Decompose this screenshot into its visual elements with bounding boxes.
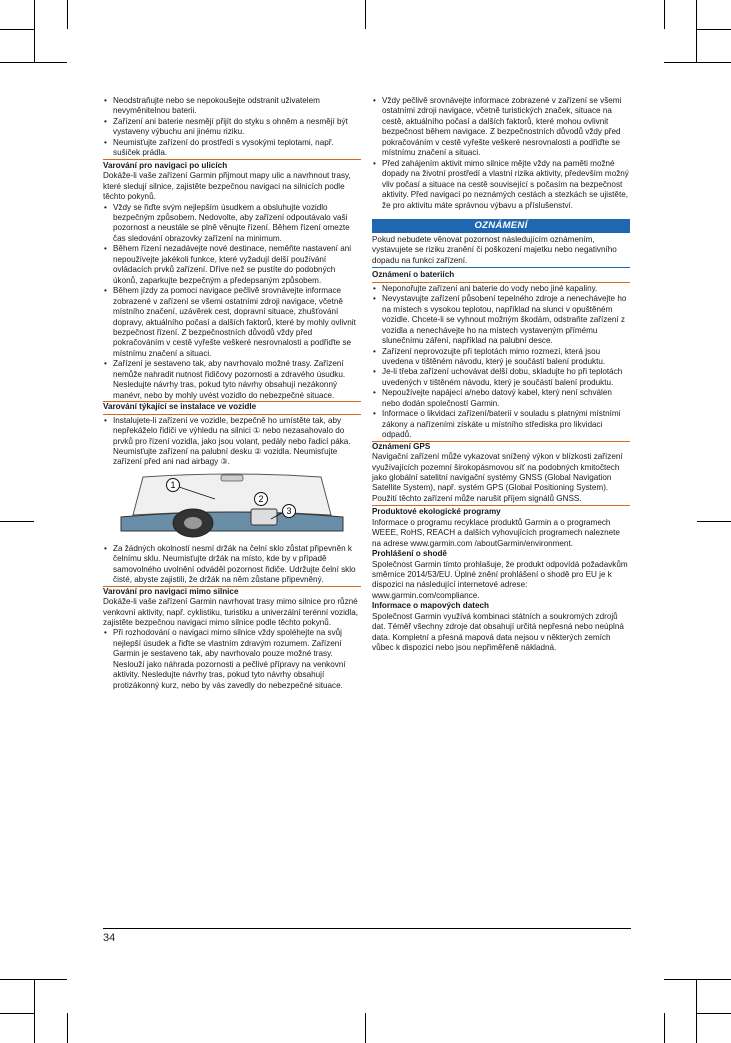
list-item: • Zařízení je sestaveno tak, aby navrhovalo možné trasy. Zařízení nemůže nahradit nutnost řidičovy pozornosti a zdravého úsudku. Nesledujte návrhy tras, pokud tyto návrhy obsahují nezákonný manévr, nebo by mohly uvést vozidlo do nebezpečné situace.	[103, 359, 361, 401]
footer-rule	[103, 928, 631, 929]
crop-mark	[34, 979, 35, 1043]
section-title-road-navigation: Varování pro navigaci po ulicích	[103, 159, 361, 171]
road-intro: Dokáže-li vaše zařízení Garmin přijmout mapy ulic a navrhnout trasy, které sledují silnice, zajistěte bezpečnou navigaci na silnicích podle těchto pokynů.	[103, 171, 351, 202]
battery-notices-list	[372, 284, 630, 441]
crop-mark	[696, 0, 697, 62]
offroad-warnings-list	[103, 628, 361, 691]
list-item: • Neponořujte zařízení ani baterie do vody nebo jiné kapaliny.	[372, 284, 630, 294]
list-item: • Neumisťujte zařízení do prostředí s vysokými teplotami, např. sušiček prádla.	[103, 138, 361, 159]
section-title-battery-notices: Oznámení o bateriích	[372, 270, 630, 282]
notice-banner: OZNÁMENÍ	[372, 219, 630, 233]
gps-text: Navigační zařízení může vykazovat snížený výkon v blízkosti zařízení využívajících pozemní širokopásmovou síť na podobných kmitočtech jako globální satelitní navigační systémy GNSS (Global Navigation Satellite System), např. systém GPS (Global Positioning System). Použití těchto zařízení může narušit příjem signálů GNSS.	[372, 452, 630, 506]
crop-mark	[664, 1013, 665, 1043]
list-item: • Nevystavujte zařízení působení tepelného zdroje a nenechávejte ho na místech s vysokou teplotou, například na slunci v opuštěném vozidle. Chcete-li se vyhnout možným škodám, odstraňte zařízení z vozidla a nenechávejte ho na místech vystaveným přímému slunečnímu záření, například na palubní desce.	[372, 294, 630, 346]
list-item: • Nepoužívejte napájecí a/nebo datový kabel, který není schválen nebo dodán společností Garmin.	[372, 388, 630, 409]
list-item: • Informace o likvidaci zařízení/baterií v souladu s platnými místními zákony a nařízeními získáte u místního střediska pro likvidaci odpadů.	[372, 409, 630, 440]
mapdata-text: Společnost Garmin využívá kombinaci státních a soukromých zdrojů dat. Téměř všechny zdroje dat obsahují určitá nepřesná nebo neúplná data. Kompletní a přesná mapová data nejsou v některých zemích vůbec k dispozici nebo jsou nepřiměřeně nákladná.	[372, 611, 624, 653]
crop-mark	[67, 1013, 68, 1043]
section-title-gps-notice: Oznámení GPS	[372, 441, 630, 452]
list-item: • Neodstraňujte nebo se nepokoušejte odstranit uživatelem nevyměnitelnou baterii.	[103, 96, 361, 117]
conformity-text: Společnost Garmin tímto prohlašuje, že produkt odpovídá požadavkům směrnice 2014/53/EU. Úplné znění prohlášení o shodě pro EU je k dispozici na následující internetové adrese: www.garmin.com/compliance.	[372, 559, 628, 600]
crop-mark	[0, 1013, 34, 1014]
crop-mark	[67, 0, 68, 29]
crop-mark	[0, 521, 34, 522]
diagram-label-3: 3	[286, 505, 292, 516]
windshield-diagram-illustration	[103, 471, 361, 541]
list-item: • Při rozhodování o navigaci mimo silnice vždy spoléhejte na svůj nejlepší úsudek a řiďte se vlastním zdravým rozumem. Zařízení Garmin je sestaveno tak, aby navrhovalo pouze možné trasy. Neslouží jako náhrada pozornosti a pečlivé přípravy na venkovní aktivity. Nesledujte návrhy tras, pokud tyto návrhy obsahují protizákonný kurz, nebo by vás zavedly do nebezpečné situace.	[103, 628, 361, 691]
crop-mark	[697, 29, 731, 30]
list-item: • Instalujete-li zařízení ve vozidle, bezpečně ho umístěte tak, aby nepřekáželo řidiči ve výhledu na silnici ① nebo nezasahovalo do prvků pro řízení vozidla, jako jsou volant, pedály nebo řadicí páka. Neumisťujte zařízení na palubní desku ② vozidla. Neumisťujte zařízení před ani nad airbagy ③.	[103, 416, 361, 468]
notice-text: Pokud nebudete věnovat pozornost následujícím oznámením, vystavujete se riziku zranění či poškození majetku nebo negativního dopadu na funkci zařízení.	[372, 235, 630, 268]
crop-mark	[696, 979, 697, 1043]
install-warnings-list-2	[103, 544, 361, 586]
diagram-label-1: 1	[170, 479, 176, 490]
crop-mark	[664, 62, 731, 63]
crop-mark	[0, 29, 34, 30]
section-title-vehicle-installation: Varování týkající se instalace ve vozidle	[103, 401, 361, 414]
crop-mark	[664, 979, 731, 980]
offroad-warnings-list-continued	[372, 96, 630, 211]
section-title-eco-programs: Produktové ekologické programy	[372, 507, 501, 517]
list-item: • Je-li třeba zařízení uchovávat delší dobu, skladujte ho při teplotách uvedených v tištěném návodu, který je součástí balení produktu.	[372, 367, 630, 388]
crop-mark	[34, 0, 35, 62]
crop-mark	[697, 521, 731, 522]
diagram-label-2: 2	[258, 493, 264, 504]
list-item: • Za žádných okolností nesmí držák na čelní sklo zůstat připevněn k čelnímu sklu. Neumisťujte držák na místo, kde by v případě samovolného uvolnění odváděl pozornost řidiče. Udržujte čelní sklo čisté, abyste zajistili, že držák na něm zůstane připevněný.	[103, 544, 361, 586]
section-title-declaration-of-conformity: Prohlášení o shodě	[372, 549, 447, 559]
list-item: • Zařízení ani baterie nesmějí přijít do styku s ohněm a nesmějí být vystaveny výbuchu ani jinému riziku.	[103, 117, 361, 138]
crop-mark	[697, 1013, 731, 1014]
road-warnings-list	[103, 203, 361, 402]
right-column	[372, 96, 630, 654]
section-title-offroad-navigation: Varování pro navigaci mimo silnice	[103, 586, 361, 597]
page-number: 34	[103, 932, 116, 944]
list-item: • Vždy pečlivě srovnávejte informace zobrazené v zařízení se všemi ostatními zdroji navigace, včetně turistických značek, situace na cestě, aktuálního počasí a dalších faktorů, které mohou ovlivnit bezpečnost během navigace. Z bezpečnostních důvodů vždy před pokračováním v cestě vyřešte veškeré nesrovnalosti a podřiďte se místnímu značení a situaci.	[372, 96, 630, 159]
list-item: • Během řízení nezadávejte nové destinace, neměňte nastavení ani nepoužívejte jakékoli funkce, které vyžadují delší používání ovládacích prvků zařízení. Dříve než se pustíte do podobných úkonů, zaparkujte bezpečným a předepsaným způsobem.	[103, 244, 361, 286]
crop-mark	[0, 62, 67, 63]
left-column	[103, 96, 361, 691]
list-item: • Vždy se řiďte svým nejlepším úsudkem a obsluhujte vozidlo bezpečným způsobem. Nedovolte, aby zařízení odpoutávalo vaši pozornost a neustále se plně věnujte řízení. Během řízení omezte čas sledování obrazovky zařízení na minimum.	[103, 203, 361, 245]
list-item: • Zařízení neprovozujte při teplotách mimo rozmezí, která jsou uvedena v tištěném návodu, který je součástí balení produktu.	[372, 347, 630, 368]
battery-safety-list	[103, 96, 361, 159]
section-title-map-data: Informace o mapových datech	[372, 601, 489, 611]
windshield-diagram	[103, 471, 361, 541]
install-warnings-list	[103, 416, 361, 468]
crop-mark	[664, 0, 665, 29]
list-item: • Před zahájením aktivit mimo silnice mějte vždy na paměti možné dopady na životní prostředí a vlastní rizika aktivity, především možný vliv počasí a situace na cestě související s počasím na bezpečnost aktivity. Před navigací po neznámých cestách a stezkách se ujistěte, že pro aktivitu máte správnou výbavu a příslušenství.	[372, 159, 630, 211]
offroad-intro: Dokáže-li vaše zařízení Garmin navrhovat trasy mimo silnice pro různé venkovní aktivity, např. cyklistiku, turistiku a univerzální terénní vozidla, zajistěte bezpečnou navigaci mimo silnice podle těchto pokynů.	[103, 597, 358, 628]
crop-mark	[365, 0, 366, 29]
crop-mark	[365, 1013, 366, 1043]
eco-text: Informace o programu recyklace produktů Garmin a o programech WEEE, RoHS, REACH a dalších vyhovujících programech naleznete na adrese www.garmin.com /aboutGarmin/environment.	[372, 517, 620, 548]
list-item: • Během jízdy za pomoci navigace pečlivě srovnávejte informace zobrazené v zařízení se všemi ostatními zdroji navigace, včetně místního značení, uzávěrek cest, dopravní situace, zhušťování dopravy, aktuálního počasí a dalších faktorů, které by mohly ovlivnit bezpečnost řízení. Z bezpečnostních důvodů vždy před pokračováním v cestě vyřešte veškeré nesrovnalosti a podřiďte se místnímu značení a situaci.	[103, 286, 361, 359]
